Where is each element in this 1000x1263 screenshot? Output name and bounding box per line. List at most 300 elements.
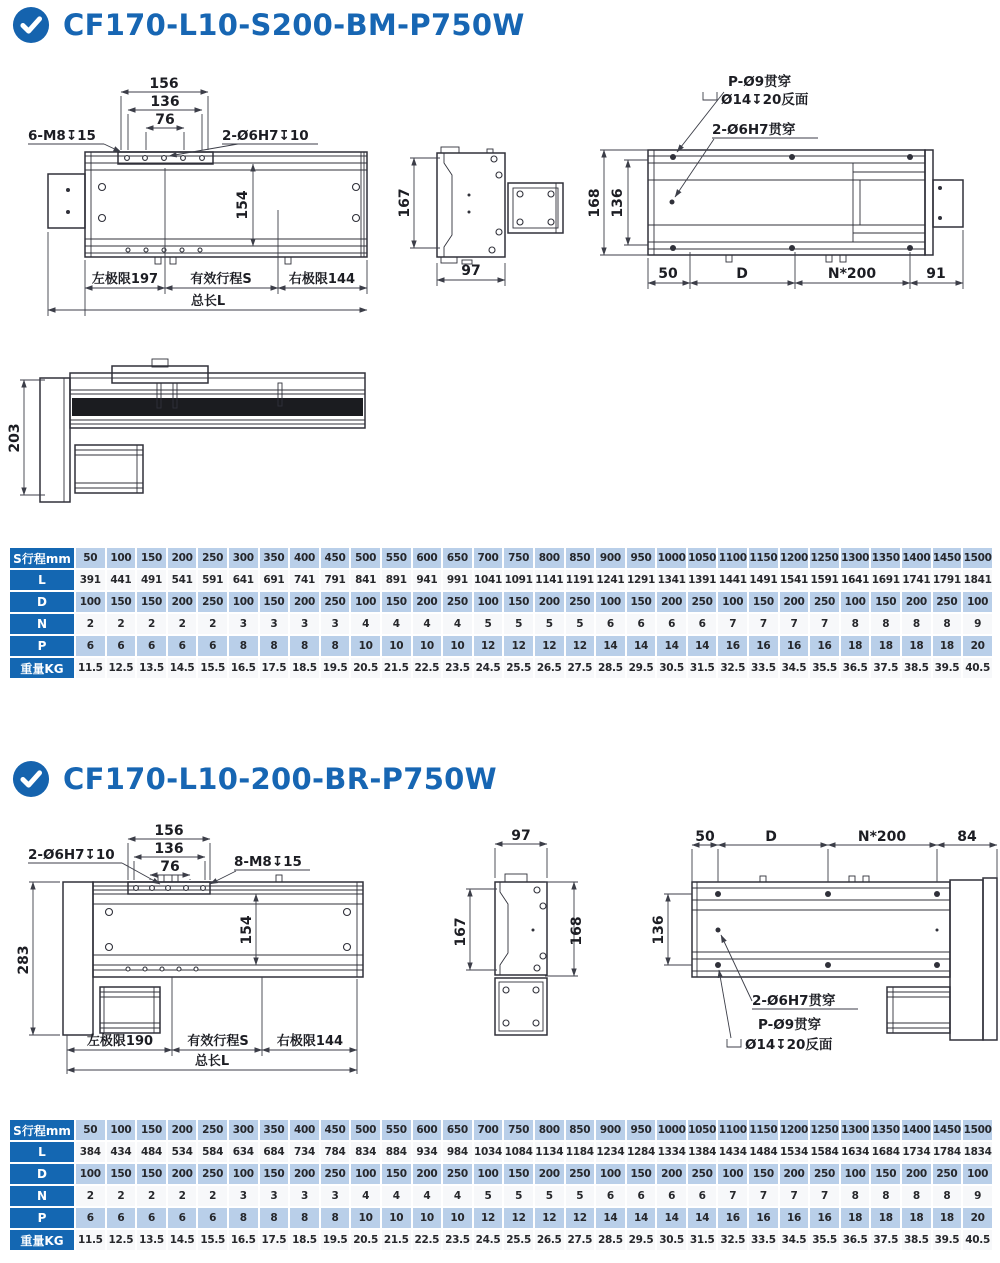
- spec-cell: 900: [596, 1120, 625, 1140]
- row-header: S行程mm: [10, 1120, 74, 1140]
- spec-cell: 1300: [841, 1120, 870, 1140]
- spec-cell: 1591: [810, 570, 839, 590]
- spec-cell: 250: [933, 592, 962, 612]
- spec-cell: 1391: [688, 570, 717, 590]
- spec-cell: 11.5: [76, 1230, 105, 1250]
- motor-under: [495, 978, 547, 1035]
- spec-cell: 950: [627, 548, 656, 568]
- spec-cell: 641: [229, 570, 258, 590]
- spec-cell: 250: [810, 1164, 839, 1184]
- model-title-1: CF170-L10-S200-BM-P750W: [63, 8, 525, 42]
- spec-cell: 2: [198, 1186, 227, 1206]
- spec-cell: 29.5: [627, 1230, 656, 1250]
- spec-cell: 5: [535, 614, 564, 634]
- spec-cell: 12.5: [107, 658, 136, 678]
- spec-cell: 18: [902, 1208, 931, 1228]
- spec-cell: 8: [933, 614, 962, 634]
- spec-cell: 38.5: [902, 658, 931, 678]
- check-icon: [12, 6, 50, 44]
- tap-callout: 6-M8↧15: [28, 128, 96, 144]
- spec-cell: 541: [168, 570, 197, 590]
- spec-cell: 984: [443, 1142, 472, 1162]
- spec-cell: 6: [76, 1208, 105, 1228]
- spec-cell: 200: [535, 592, 564, 612]
- spec-cell: 12: [566, 1208, 595, 1228]
- spec-cell: 35.5: [810, 658, 839, 678]
- spec-cell: 950: [627, 1120, 656, 1140]
- spec-cell: 8: [290, 636, 319, 656]
- spec-cell: 14: [596, 1208, 625, 1228]
- spec-cell: 100: [76, 1164, 105, 1184]
- total-length-label: 总长L: [194, 1054, 230, 1069]
- end-motor-block: [933, 180, 963, 227]
- spec-cell: 16.5: [229, 1230, 258, 1250]
- dim-167: 167: [397, 188, 413, 218]
- spec-cell: 150: [137, 592, 166, 612]
- spec-cell: 1691: [871, 570, 900, 590]
- spec-cell: 591: [198, 570, 227, 590]
- row-header: 重量KG: [10, 1230, 74, 1250]
- spec-cell: 24.5: [474, 1230, 503, 1250]
- spec-cell: 5: [474, 1186, 503, 1206]
- spec-cell: 1100: [718, 1120, 747, 1140]
- spec-cell: 32.5: [718, 658, 747, 678]
- spec-cell: 100: [229, 592, 258, 612]
- spec-cell: 1834: [963, 1142, 992, 1162]
- spec-cell: 11.5: [76, 658, 105, 678]
- spec-cell: 6: [657, 614, 686, 634]
- spec-cell: 150: [260, 592, 289, 612]
- row-header: D: [10, 1164, 74, 1184]
- spec-cell: 16.5: [229, 658, 258, 678]
- spec-cell: 391: [76, 570, 105, 590]
- spec-cell: 1634: [841, 1142, 870, 1162]
- dim-91: 91: [926, 266, 946, 282]
- spec-cell: 20: [963, 636, 992, 656]
- spec-cell: 15.5: [198, 1230, 227, 1250]
- spec-cell: 1100: [718, 548, 747, 568]
- row-header: S行程mm: [10, 548, 74, 568]
- spec-cell: 1034: [474, 1142, 503, 1162]
- spec-cell: 150: [627, 1164, 656, 1184]
- table-row: [10, 1208, 992, 1228]
- spec-cell: 1000: [657, 1120, 686, 1140]
- table-row: [10, 658, 992, 678]
- spec-cell: 12: [504, 636, 533, 656]
- dim-283: 283: [16, 945, 32, 975]
- spec-cell: 1084: [504, 1142, 533, 1162]
- spec-cell: 6: [627, 1186, 656, 1206]
- spec-cell: 3: [260, 1186, 289, 1206]
- spec-cell: 10: [443, 1208, 472, 1228]
- p-hole-callout: P-Ø9贯穿: [728, 74, 792, 90]
- spec-cell: 150: [137, 1164, 166, 1184]
- spec-cell: 8: [841, 1186, 870, 1206]
- spec-cell: 250: [933, 1164, 962, 1184]
- spec-cell: 1200: [780, 1120, 809, 1140]
- check-icon: [12, 760, 50, 798]
- spec-cell: 25.5: [504, 658, 533, 678]
- spec-cell: 2: [168, 1186, 197, 1206]
- spec-cell: 750: [504, 548, 533, 568]
- spec-cell: 16: [780, 1208, 809, 1228]
- spec-cell: 4: [382, 1186, 411, 1206]
- spec-cell: 30.5: [657, 1230, 686, 1250]
- spec-cell: 23.5: [443, 658, 472, 678]
- motor-flange: [508, 183, 563, 233]
- spec-cell: 1784: [933, 1142, 962, 1162]
- row-header: N: [10, 614, 74, 634]
- spec-cell: 1350: [871, 1120, 900, 1140]
- spec-cell: 18: [841, 1208, 870, 1228]
- spec-cell: 1384: [688, 1142, 717, 1162]
- spec-cell: 150: [137, 548, 166, 568]
- spec-cell: 1134: [535, 1142, 564, 1162]
- spec-cell: 800: [535, 548, 564, 568]
- spec-cell: 1250: [810, 548, 839, 568]
- elevation-view: [7, 359, 365, 502]
- spec-cell: 534: [168, 1142, 197, 1162]
- dim-168: 168: [587, 188, 603, 218]
- spec-cell: 19.5: [321, 658, 350, 678]
- spec-cell: 27.5: [566, 1230, 595, 1250]
- spec-cell: 100: [474, 1164, 503, 1184]
- table-row: [10, 1186, 992, 1206]
- spec-cell: 7: [810, 1186, 839, 1206]
- spec-cell: 700: [474, 548, 503, 568]
- spec-cell: 250: [566, 592, 595, 612]
- spec-cell: 1734: [902, 1142, 931, 1162]
- spec-cell: 40.5: [963, 658, 992, 678]
- spec-cell: 100: [841, 1164, 870, 1184]
- spec-cell: 18: [841, 636, 870, 656]
- spec-cell: 7: [718, 1186, 747, 1206]
- spec-cell: 1250: [810, 1120, 839, 1140]
- spec-cell: 734: [290, 1142, 319, 1162]
- table-row: [10, 1230, 992, 1250]
- spec-cell: 18: [933, 636, 962, 656]
- spec-cell: 5: [535, 1186, 564, 1206]
- spec-cell: 14: [688, 1208, 717, 1228]
- spec-cell: 100: [596, 592, 625, 612]
- spec-cell: 8: [321, 1208, 350, 1228]
- spec-cell: 250: [198, 592, 227, 612]
- spec-cell: 841: [351, 570, 380, 590]
- spec-cell: 100: [841, 592, 870, 612]
- spec-cell: 1341: [657, 570, 686, 590]
- stroke-label: 有效行程S: [190, 272, 252, 287]
- spec-cell: 150: [749, 592, 778, 612]
- spec-cell: 50: [76, 548, 105, 568]
- spec-cell: 16: [749, 636, 778, 656]
- spec-cell: 150: [382, 1164, 411, 1184]
- spec-cell: 1350: [871, 548, 900, 568]
- spec-cell: 18.5: [290, 658, 319, 678]
- total-length-label: 总长L: [190, 294, 226, 309]
- spec-cell: 250: [810, 592, 839, 612]
- spec-cell: 1184: [566, 1142, 595, 1162]
- dim-50: 50: [695, 829, 715, 845]
- spec-cell: 14.5: [168, 1230, 197, 1250]
- spec-cell: 10: [351, 636, 380, 656]
- spec-cell: 6: [107, 1208, 136, 1228]
- spec-cell: 200: [168, 592, 197, 612]
- spec-cell: 1534: [780, 1142, 809, 1162]
- dim-76: 76: [160, 859, 180, 875]
- spec-cell: 250: [443, 1164, 472, 1184]
- spec-cell: 25.5: [504, 1230, 533, 1250]
- spec-cell: 9: [963, 1186, 992, 1206]
- spec-cell: 3: [229, 1186, 258, 1206]
- table-row: [10, 1164, 992, 1184]
- spec-cell: 18: [902, 636, 931, 656]
- motor-under: [75, 445, 143, 493]
- spec-cell: 8: [871, 1186, 900, 1206]
- spec-cell: 550: [382, 548, 411, 568]
- spec-cell: 21.5: [382, 1230, 411, 1250]
- spec-cell: 434: [107, 1142, 136, 1162]
- spec-cell: 3: [321, 1186, 350, 1206]
- row-header: P: [10, 636, 74, 656]
- spec-cell: 250: [443, 592, 472, 612]
- spec-cell: 450: [321, 548, 350, 568]
- spec-cell: 10: [443, 636, 472, 656]
- spec-cell: 7: [810, 614, 839, 634]
- section-2-header: [12, 760, 497, 798]
- spec-cell: 200: [780, 1164, 809, 1184]
- spec-cell: 16: [749, 1208, 778, 1228]
- spec-cell: 23.5: [443, 1230, 472, 1250]
- dim-154: 154: [235, 190, 251, 220]
- spec-cell: 5: [504, 1186, 533, 1206]
- spec-cell: 100: [596, 1164, 625, 1184]
- spec-cell: 100: [351, 592, 380, 612]
- spec-cell: 39.5: [933, 658, 962, 678]
- spec-cell: 6: [107, 636, 136, 656]
- spec-cell: 3: [260, 614, 289, 634]
- plan-view: [651, 829, 997, 1053]
- dim-97: 97: [461, 263, 481, 279]
- spec-cell: 27.5: [566, 658, 595, 678]
- spec-cell: 200: [168, 548, 197, 568]
- table-row: [10, 614, 992, 634]
- spec-cell: 100: [229, 1164, 258, 1184]
- spec-cell: 100: [963, 1164, 992, 1184]
- spec-cell: 4: [382, 614, 411, 634]
- spec-cell: 12: [474, 636, 503, 656]
- spec-cell: 1841: [963, 570, 992, 590]
- spec-cell: 1450: [933, 548, 962, 568]
- cbore-callout: Ø14↧20反面: [745, 1037, 833, 1053]
- spec-cell: 600: [413, 548, 442, 568]
- spec-cell: 16: [810, 1208, 839, 1228]
- spec-cell: 17.5: [260, 1230, 289, 1250]
- motor-foldback: [100, 987, 160, 1033]
- spec-cell: 29.5: [627, 658, 656, 678]
- spec-cell: 10: [382, 1208, 411, 1228]
- spec-cell: 1050: [688, 548, 717, 568]
- spec-cell: 6: [137, 636, 166, 656]
- spec-cell: 800: [535, 1120, 564, 1140]
- spec-cell: 200: [902, 592, 931, 612]
- spec-cell: 12.5: [107, 1230, 136, 1250]
- row-header: 重量KG: [10, 658, 74, 678]
- spec-cell: 50: [76, 1120, 105, 1140]
- spec-cell: 1791: [933, 570, 962, 590]
- left-limit-label: 左极限190: [86, 1034, 154, 1049]
- spec-cell: 1641: [841, 570, 870, 590]
- spec-cell: 10: [351, 1208, 380, 1228]
- spec-cell: 684: [260, 1142, 289, 1162]
- spec-cell: 1141: [535, 570, 564, 590]
- spec-cell: 6: [657, 1186, 686, 1206]
- spec-cell: 900: [596, 548, 625, 568]
- spec-cell: 100: [474, 592, 503, 612]
- spec-cell: 9: [963, 614, 992, 634]
- spec-cell: 7: [718, 614, 747, 634]
- spec-cell: 12: [566, 636, 595, 656]
- left-limit-label: 左极限197: [91, 272, 159, 287]
- spec-cell: 100: [718, 592, 747, 612]
- table-row: [10, 592, 992, 612]
- spec-cell: 250: [321, 592, 350, 612]
- spec-cell: 150: [871, 1164, 900, 1184]
- spec-cell: 26.5: [535, 1230, 564, 1250]
- spec-cell: 2: [76, 1186, 105, 1206]
- spec-table-1: [8, 546, 994, 680]
- spec-cell: 400: [290, 1120, 319, 1140]
- spec-cell: 100: [351, 1164, 380, 1184]
- spec-cell: 7: [780, 1186, 809, 1206]
- spec-cell: 934: [413, 1142, 442, 1162]
- spec-cell: 5: [566, 1186, 595, 1206]
- spec-cell: 3: [229, 614, 258, 634]
- spec-cell: 18.5: [290, 1230, 319, 1250]
- spec-cell: 200: [168, 1120, 197, 1140]
- spec-cell: 300: [229, 548, 258, 568]
- spec-cell: 37.5: [871, 1230, 900, 1250]
- dim-154: 154: [239, 915, 255, 945]
- spec-cell: 250: [198, 1120, 227, 1140]
- spec-cell: 20.5: [351, 1230, 380, 1250]
- spec-cell: 200: [413, 1164, 442, 1184]
- spec-cell: 1150: [749, 548, 778, 568]
- spec-cell: 100: [107, 548, 136, 568]
- spec-cell: 6: [76, 636, 105, 656]
- spec-cell: 5: [474, 614, 503, 634]
- dim-136: 136: [154, 841, 184, 857]
- spec-cell: 700: [474, 1120, 503, 1140]
- spec-cell: 40.5: [963, 1230, 992, 1250]
- spec-cell: 850: [566, 548, 595, 568]
- table-row: [10, 1120, 992, 1140]
- counterbore-icon: [727, 1039, 741, 1047]
- spec-cell: 6: [198, 1208, 227, 1228]
- spec-cell: 8: [933, 1186, 962, 1206]
- spec-cell: 2: [107, 1186, 136, 1206]
- front-view: [28, 76, 367, 316]
- spec-cell: 4: [413, 1186, 442, 1206]
- spec-cell: 1450: [933, 1120, 962, 1140]
- spec-cell: 1684: [871, 1142, 900, 1162]
- spec-cell: 1741: [902, 570, 931, 590]
- spec-cell: 200: [657, 1164, 686, 1184]
- motor-under: [887, 987, 950, 1033]
- carriage-side: [112, 366, 208, 383]
- dim-50: 50: [658, 266, 678, 282]
- spec-cell: 8: [902, 1186, 931, 1206]
- dim-156: 156: [149, 76, 179, 92]
- spec-cell: 784: [321, 1142, 350, 1162]
- dim-156: 156: [154, 823, 184, 839]
- dim-136: 136: [150, 94, 180, 110]
- spec-cell: 100: [963, 592, 992, 612]
- spec-cell: 18: [871, 636, 900, 656]
- technical-drawing-2: [0, 818, 1000, 1108]
- spec-cell: 350: [260, 548, 289, 568]
- spec-cell: 791: [321, 570, 350, 590]
- spec-cell: 200: [780, 592, 809, 612]
- dim-136-plan: 136: [651, 915, 667, 945]
- stroke-label: 有效行程S: [187, 1034, 249, 1049]
- spec-cell: 3: [290, 614, 319, 634]
- spec-cell: 150: [504, 1164, 533, 1184]
- spec-cell: 12: [535, 636, 564, 656]
- spec-cell: 100: [718, 1164, 747, 1184]
- spec-cell: 14: [688, 636, 717, 656]
- spec-cell: 150: [749, 1164, 778, 1184]
- spec-cell: 600: [413, 1120, 442, 1140]
- spec-cell: 4: [351, 1186, 380, 1206]
- dowel-callout: 2-Ø6H7↧10: [222, 128, 309, 144]
- dim-D: D: [765, 829, 777, 845]
- spec-cell: 1200: [780, 548, 809, 568]
- spec-cell: 5: [566, 614, 595, 634]
- spec-cell: 250: [321, 1164, 350, 1184]
- spec-cell: 12: [535, 1208, 564, 1228]
- spec-cell: 1191: [566, 570, 595, 590]
- counterbore-icon: [703, 92, 717, 100]
- spec-cell: 1300: [841, 548, 870, 568]
- dim-97: 97: [511, 828, 531, 844]
- spec-cell: 20: [963, 1208, 992, 1228]
- spec-cell: 6: [627, 614, 656, 634]
- end-plate: [950, 880, 983, 1040]
- spec-cell: 12: [474, 1208, 503, 1228]
- spec-cell: 22.5: [413, 658, 442, 678]
- spec-cell: 4: [351, 614, 380, 634]
- spec-cell: 850: [566, 1120, 595, 1140]
- spec-cell: 6: [168, 1208, 197, 1228]
- spec-cell: 14: [627, 636, 656, 656]
- spec-cell: 200: [168, 1164, 197, 1184]
- spec-cell: 741: [290, 570, 319, 590]
- spec-cell: 2: [198, 614, 227, 634]
- left-motor-block: [48, 174, 85, 228]
- dowel-callout: 2-Ø6H7↧10: [28, 847, 115, 863]
- dim-167: 167: [453, 917, 469, 947]
- spec-cell: 350: [260, 1120, 289, 1140]
- spec-cell: 14: [627, 1208, 656, 1228]
- spec-cell: 20.5: [351, 658, 380, 678]
- spec-cell: 13.5: [137, 658, 166, 678]
- spec-cell: 16: [718, 1208, 747, 1228]
- spec-cell: 14: [657, 1208, 686, 1228]
- spec-cell: 150: [382, 592, 411, 612]
- spec-cell: 891: [382, 570, 411, 590]
- plan-view: [587, 73, 963, 289]
- spec-cell: 14: [596, 636, 625, 656]
